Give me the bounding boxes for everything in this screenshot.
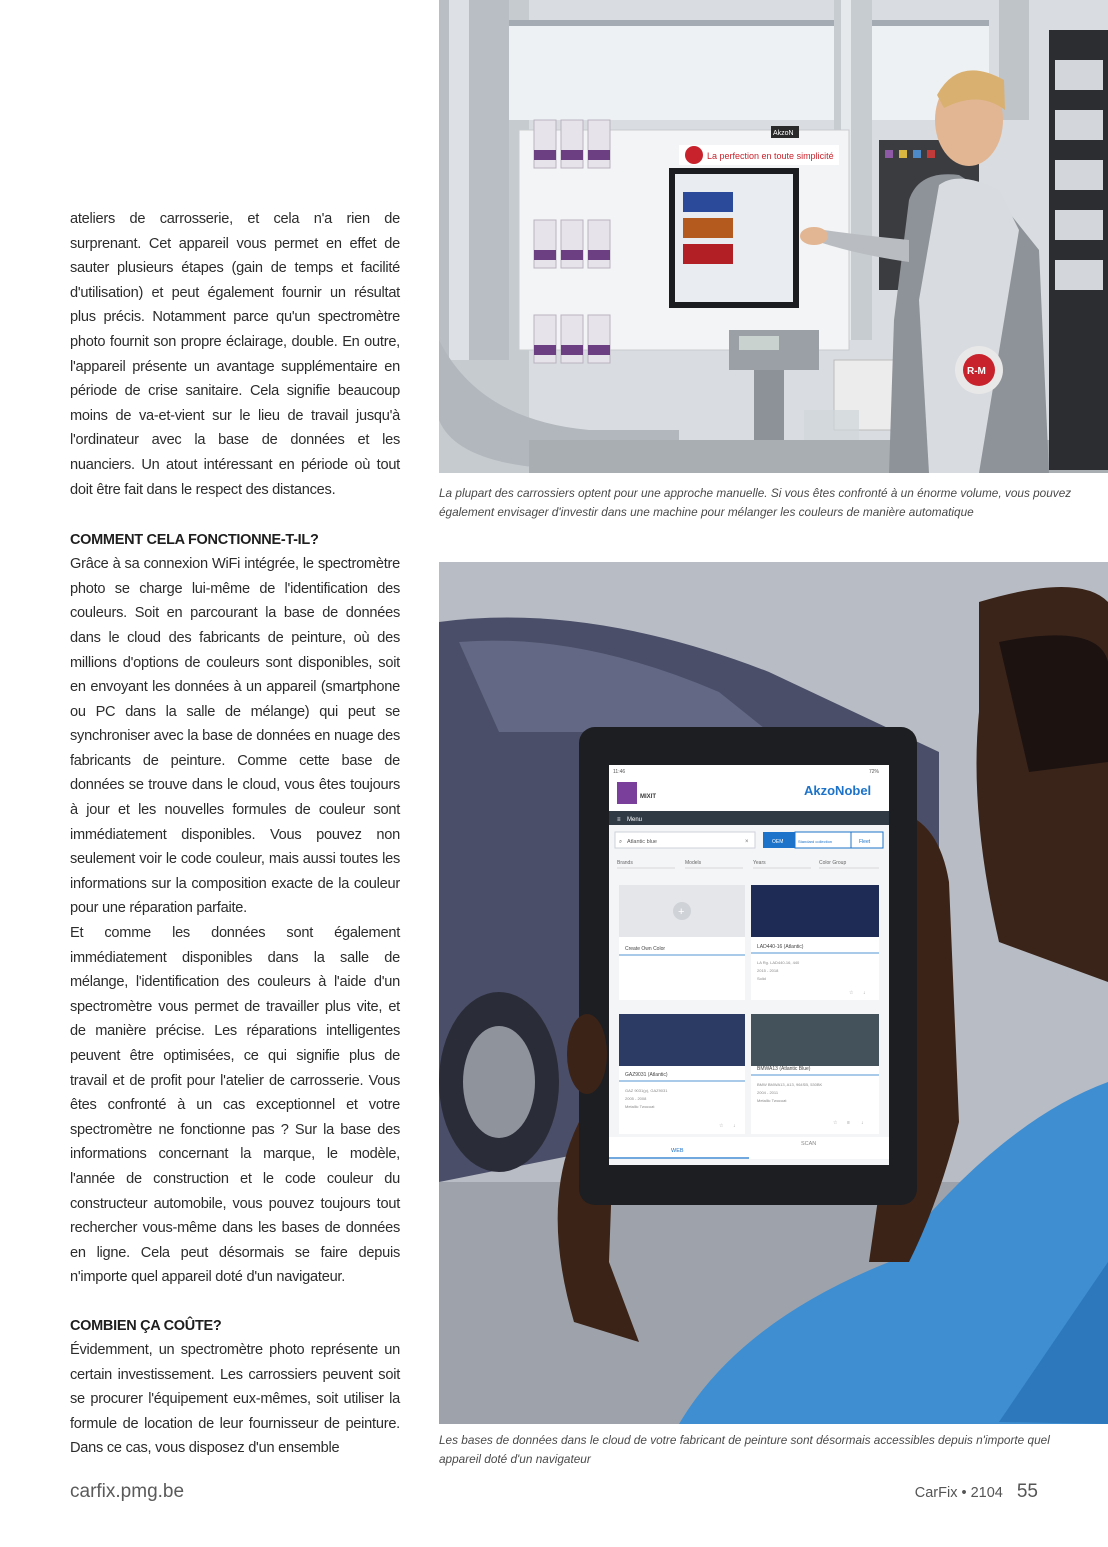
section-heading-how-it-works: COMMENT CELA FONCTIONNE-T-IL? [70, 532, 319, 549]
tab-oem-label: OEM [772, 839, 784, 845]
hamburger-icon[interactable]: ≡ [617, 817, 621, 823]
star-icon[interactable]: ☆ [833, 1120, 838, 1126]
card-title: BMWA13 (Atlantic Blue) [757, 1066, 811, 1072]
card-title: GAZ9031 (Atlantic) [625, 1072, 668, 1078]
footer-website-url[interactable]: carfix.pmg.be [70, 1481, 185, 1502]
article-text-column [70, 207, 400, 1461]
star-icon[interactable]: ☆ [719, 1123, 724, 1129]
search-value: Atlantic blue [627, 839, 657, 845]
photo-caption-bottom: Les bases de données dans le cloud de votre fabricant de peinture sont désormais accessibles depuis n'importe quel appareil doté d'un navigateur [439, 1433, 1050, 1466]
photo-tablet-illustration [439, 562, 1108, 1424]
status-time: 11:46 [613, 769, 626, 775]
screen-banner-text: La perfection en toute simplicité [707, 151, 834, 161]
filter-models[interactable]: Models [685, 860, 702, 866]
photo-tablet-app [439, 562, 1108, 1424]
article-paragraph: Évidemment, un spectromètre photo représente un certain investissement. Les carrossiers peuvent soit se procurer l'équipement eux-mêmes, soit utiliser la formule de location de leur fournisseur de peinture. Dans ce cas, vous disposez d'un ensemble [70, 1341, 400, 1457]
photo-paint-mixing-illustration [439, 0, 1108, 473]
tab-fleet-label: Fleet [859, 839, 871, 845]
article-paragraph: Grâce à sa connexion WiFi intégrée, le spectromètre photo se charge lui-même de l'identification des couleurs. Soit en parcourant la base de données dans le cloud des fabricants de peinture, où des millions d'options de couleurs sont disponibles, soit en envoyant les données à un appareil (smartphone ou PC dans la salle de mélange) qui peut se synchroniser avec la base de données en nuage des fabricants de peinture. Comme cette base de données se trouve dans le cloud, vous êtes toujours à jour et les nouvelles formules de couleur sont immédiatement disponibles. Vous pouvez non seulement voir le code couleur, mais aussi toutes les informations sur la composition exacte de la couleur pour une réparation parfaite. [70, 556, 400, 917]
card-line: BMW BMWA13, A13, 964SB, 530BK [757, 1082, 823, 1087]
color-swatch [751, 885, 879, 937]
footer-publication-info [915, 1481, 1038, 1503]
download-icon[interactable]: ↓ [863, 990, 866, 996]
add-icon: + [678, 906, 685, 918]
card-line: 2015 - 2018 [757, 968, 779, 973]
page-number: 55 [1016, 1481, 1038, 1502]
color-swatch [619, 1014, 745, 1066]
card-line: LA Rg. LAD440-16, 440 [757, 960, 800, 965]
photo-caption-top: La plupart des carrossiers optent pour une approche manuelle. Si vous êtes confronté à un énorme volume, vous pouvez également envisager d'investir dans une machine pour mélanger les couleurs de manière automatique [439, 486, 1072, 519]
article-paragraph: ateliers de carrosserie, et cela n'a rien de surprenant. Cet appareil vous permet en effet de sauter plusieurs étapes (gain de temps et facilité d'utilisation) et peut également fournir un résultat plus précis. Notamment parce qu'un spectromètre photo fournit son propre éclairage, double. En outre, l'appareil présente un avantage supplémentaire en période de crise sanitaire. Cela signifie beaucoup moins de va-et-vient sur le lieu de travail jusqu'à l'ordinateur avec la base de données et les nuanciers. Un atout intéressant en période où tout doit être fait dans le respect des distances. [70, 211, 400, 498]
color-card[interactable] [751, 1014, 879, 1134]
panel-tag: AkzoN [773, 130, 794, 137]
bottom-tab-scan[interactable]: SCAN [801, 1141, 817, 1147]
star-icon[interactable]: ☆ [849, 990, 854, 996]
menu-label[interactable]: Menu [627, 817, 643, 823]
card-line: Metallic Twocoat [757, 1098, 787, 1103]
color-swatch [751, 1014, 879, 1066]
card-title: LAD440-16 (Atlantic) [757, 944, 804, 950]
download-icon[interactable]: ↓ [733, 1123, 736, 1129]
clear-icon[interactable]: × [745, 839, 749, 845]
filter-color-group[interactable]: Color Group [819, 860, 847, 866]
card-line: GAZ 9031(p), GAZ9031 [625, 1088, 668, 1093]
search-icon: ⌕ [619, 839, 623, 845]
brand-name: AkzoNobel [804, 783, 872, 798]
card-title: Create Own Color [625, 946, 666, 952]
photo-paint-mixing-station [439, 0, 1108, 473]
publication-issue: CarFix • 2104 [914, 1485, 1003, 1501]
list-icon[interactable]: ≡ [847, 1120, 850, 1126]
filter-years[interactable]: Years [753, 860, 766, 866]
section-heading-cost: COMBIEN ÇA COÛTE? [70, 1317, 222, 1334]
card-line: 2005 - 2008 [625, 1096, 647, 1101]
filter-brands[interactable]: Brands [617, 860, 633, 866]
card-line: Metallic Twocoat [625, 1104, 655, 1109]
mixit-logo-icon [617, 782, 637, 804]
article-paragraph: Et comme les données sont également immédiatement disponibles dans la salle de mélange, l'identification des couleurs à l'aide d'un spectromètre vous permet de travailler plus vite, et de manière précise. Les réparations intelligentes peuvent être optimisées, ce qui signifie plus de travail et de profit pour l'atelier de carrosserie. Vous êtes confronté à un cas exceptionnel et votre spectromètre ne fonctionne pas ? Sur la base des informations concernant la marque, le modèle, l'année de construction et le code couleur du constructeur automobile, vous pouvez toujours tout rechercher vous-même dans les bases de données en ligne. Cela peut désormais se faire depuis n'importe quel appareil doté d'un navigateur. [70, 925, 400, 1286]
bottom-tab-web[interactable]: WEB [671, 1148, 684, 1154]
rm-badge: R-M [967, 366, 986, 377]
color-card[interactable] [619, 1014, 745, 1134]
color-card[interactable] [751, 885, 879, 1000]
card-line: Solid [757, 976, 766, 981]
download-icon[interactable]: ↓ [861, 1120, 864, 1126]
color-card[interactable] [619, 885, 745, 1000]
card-line: 2004 - 2011 [757, 1090, 779, 1095]
tab-standard-label: Standard collection [798, 839, 833, 844]
status-battery: 72% [869, 769, 880, 775]
app-logo: MIXIT [640, 794, 656, 800]
